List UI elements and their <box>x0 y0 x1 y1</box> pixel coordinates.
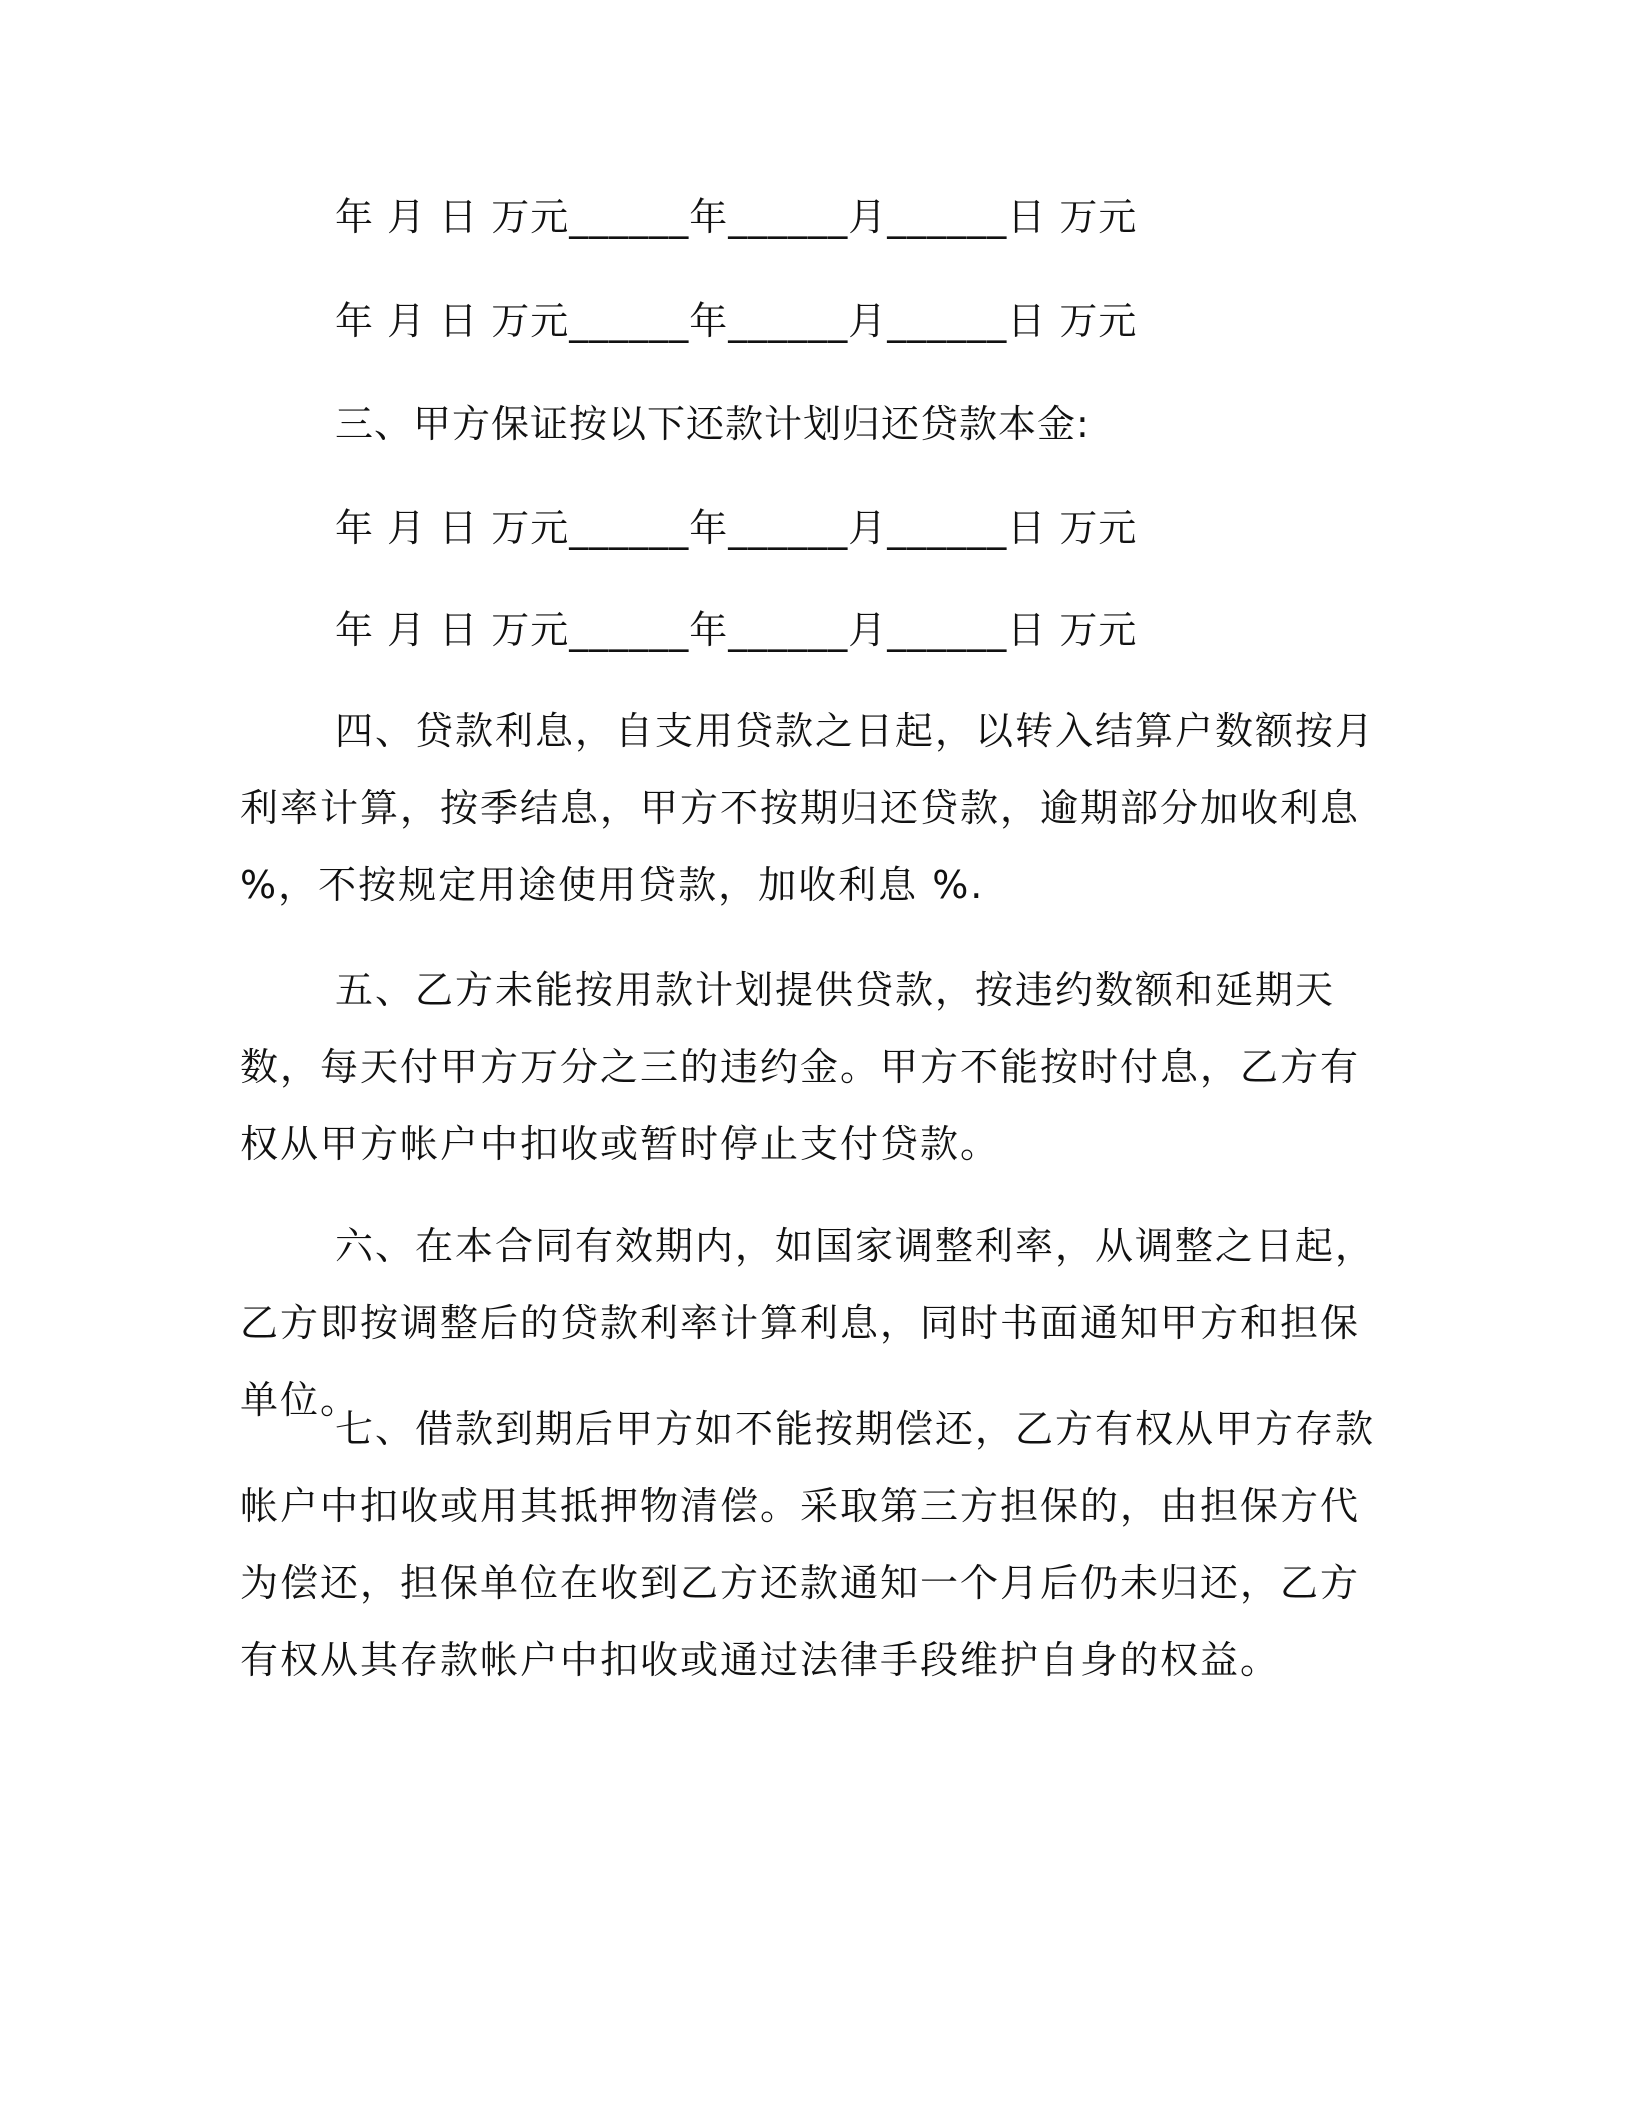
section-5-paragraph: 五、乙方未能按用款计划提供贷款，按违约数额和延期天数，每天付甲方万分之三的违约金。甲方不能按时付息，乙方有权从甲方帐户中扣收或暂时停止支付贷款。 <box>240 968 1361 1166</box>
section-3-heading: 三、甲方保证按以下还款计划归还贷款本金: <box>335 402 1090 446</box>
section-7-paragraph: 七、借款到期后甲方如不能按期偿还，乙方有权从甲方存款帐户中扣收或用其抵押物清偿。采取第三方担保的，由担保方代为偿还，担保单位在收到乙方还款通知一个月后仍未归还，乙方有权从其存款帐户中扣收或通过法律手段维护自身的权益。 <box>240 1407 1376 1682</box>
schedule-row-4: 年 月 日 万元______年______月______日 万元 <box>335 608 1138 652</box>
section-4-paragraph: 四、贷款利息，自支用贷款之日起，以转入结算户数额按月利率计算，按季结息，甲方不按期归还贷款，逾期部分加收利息 %，不按规定用途使用贷款，加收利息 %. <box>240 709 1376 907</box>
section-6-paragraph: 六、在本合同有效期内，如国家调整利率，从调整之日起，乙方即按调整后的贷款利率计算利息，同时书面通知甲方和担保单位。 <box>240 1224 1376 1422</box>
schedule-row-1: 年 月 日 万元______年______月______日 万元 <box>335 195 1138 239</box>
schedule-row-2: 年 月 日 万元______年______月______日 万元 <box>335 299 1138 343</box>
schedule-row-3: 年 月 日 万元______年______月______日 万元 <box>335 506 1138 550</box>
